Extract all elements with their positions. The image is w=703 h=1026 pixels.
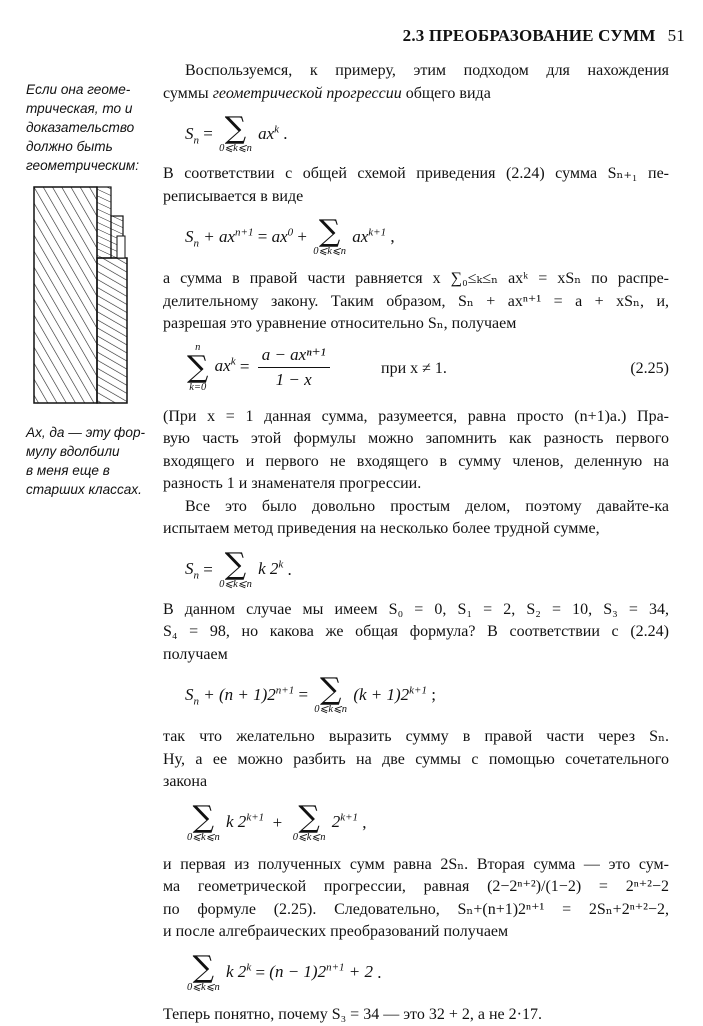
text-line: и после алгебраических преобразований получаем (163, 921, 669, 944)
text-line: вую часть этой формулы можно запомнить как разность первого (163, 428, 669, 451)
text-line: разрешая это уравнение относительно Sₙ, получаем (163, 313, 669, 336)
paragraph (163, 599, 669, 667)
paragraph (163, 854, 669, 944)
paragraph (163, 726, 669, 794)
text-line: разность 1 и знаменателя прогрессии. (163, 473, 669, 496)
paragraph (163, 1004, 669, 1026)
text-line: испытаем метод приведения на несколько более трудной сумме, (163, 518, 669, 541)
paragraph (163, 163, 669, 208)
margin-note-line: старших классах. (26, 480, 146, 499)
figure-small-rect-1 (97, 187, 111, 258)
margin-note-line: должно быть (26, 137, 146, 156)
page-number: 51 (668, 26, 685, 45)
equation-number: (2.25) (630, 358, 669, 381)
margin-note-school (26, 423, 146, 499)
text-line: и первая из полученных сумм равна 2Sₙ. Вторая сумма — это сум- (163, 854, 669, 877)
text-line: В данном случае мы имеем S₀ = 0, S₁ = 2, S₂ = 10, S₃ = 34, (163, 599, 669, 622)
paragraph (163, 496, 669, 541)
text-line: суммы геометрической прогрессии общего вида (163, 83, 669, 106)
margin-note-line: в меня еще в (26, 461, 146, 480)
margin-note-line: трическая, то и (26, 99, 146, 118)
text-line: В соответствии с общей схемой приведения (2.24) сумма Sₙ₊₁ пе- (163, 163, 669, 186)
figure-large-square (34, 187, 97, 403)
running-header (165, 26, 685, 48)
equation-two-sums: ∑ 0⩽k⩽n k $2^{k+1}$ + ∑ 0⩽k⩽n $2^{k+1}$ , (163, 794, 669, 854)
equation-perturbation: $S_n + ax^{n+1} = ax^0$ + ∑ 0⩽k⩽n $ax^{k+1}$ , (163, 208, 669, 268)
figure-small-rect-3 (117, 236, 125, 258)
paragraph (163, 268, 669, 336)
text-line: S₄ = 98, но какова же общая формула? В соответствии с (2.24) (163, 621, 669, 644)
text-line: входящего и первого не входящего в сумму членов, деленную на (163, 451, 669, 474)
equation-2-25: n ∑ k=0 $ax^k$ = $\frac{\text{a − axⁿ⁺¹}}{1 - x}$ при x ≠ 1. (2.25) (163, 336, 669, 406)
margin-note-line: Ах, да — эту фор- (26, 423, 146, 442)
text-line: реписывается в виде (163, 186, 669, 209)
text-line: так что желательно выразить сумму в правой части через Sₙ. (163, 726, 669, 749)
section-title: 2.3 ПРЕОБРАЗОВАНИЕ СУММ (403, 26, 656, 45)
geometric-proof-figure (33, 186, 133, 406)
equation-final-result: ∑ 0⩽k⩽n k $2^k = (n - 1)2^{n+1} + 2$ . (163, 944, 669, 1004)
equation-k2k-perturbation: $S_n + (n + 1)2^{n+1}$ = ∑ 0⩽k⩽n $(k + 1)2^{k+1}$ ; (163, 666, 669, 726)
paragraph (163, 60, 669, 105)
equation-geometric-sum: $S_n$ = ∑ 0⩽k⩽n $ax^k$ . (163, 105, 669, 163)
figure-medium-rect (97, 258, 127, 403)
paragraph (163, 406, 669, 496)
margin-note-geometric (26, 80, 146, 175)
equation-k2k-sum: $S_n$ = ∑ 0⩽k⩽n k 2$^k$ . (163, 541, 669, 599)
text-line: ма геометрической прогрессии, равная (2−2ⁿ⁺²)/(1−2) = 2ⁿ⁺²−2 (163, 876, 669, 899)
text-line: а сумма в правой части равняется x ∑₀≤ₖ≤ₙ axᵏ = xSₙ по распре- (163, 268, 669, 291)
margin-note-line: мулу вдолбили (26, 442, 146, 461)
equation-condition: при x ≠ 1. (381, 358, 447, 381)
margin-note-line: геометрическим: (26, 156, 146, 175)
main-text (163, 60, 669, 1026)
margin-note-line: Если она геоме- (26, 80, 146, 99)
text-line: Воспользуемся, к примеру, этим подходом для нахождения (163, 60, 669, 83)
text-line: по формуле (2.25). Следовательно, Sₙ+(n+1)2ⁿ⁺¹ = 2Sₙ+2ⁿ⁺²−2, (163, 899, 669, 922)
text-line: закона (163, 771, 669, 794)
text-line: Все это было довольно простым делом, поэтому давайте-ка (163, 496, 669, 519)
margin-note-line: доказательство (26, 118, 146, 137)
text-line: получаем (163, 644, 669, 667)
text-line: (При x = 1 данная сумма, разумеется, равна просто (n+1)a.) Пра- (163, 406, 669, 429)
text-line: делительному закону. Таким образом, Sₙ + axⁿ⁺¹ = a + xSₙ, и, (163, 291, 669, 314)
text-line: Теперь понятно, почему S₃ = 34 — это 32 + 2, а не 2·17. (163, 1004, 669, 1026)
text-line: Ну, а ее можно разбить на две суммы с помощью сочетательного (163, 749, 669, 772)
